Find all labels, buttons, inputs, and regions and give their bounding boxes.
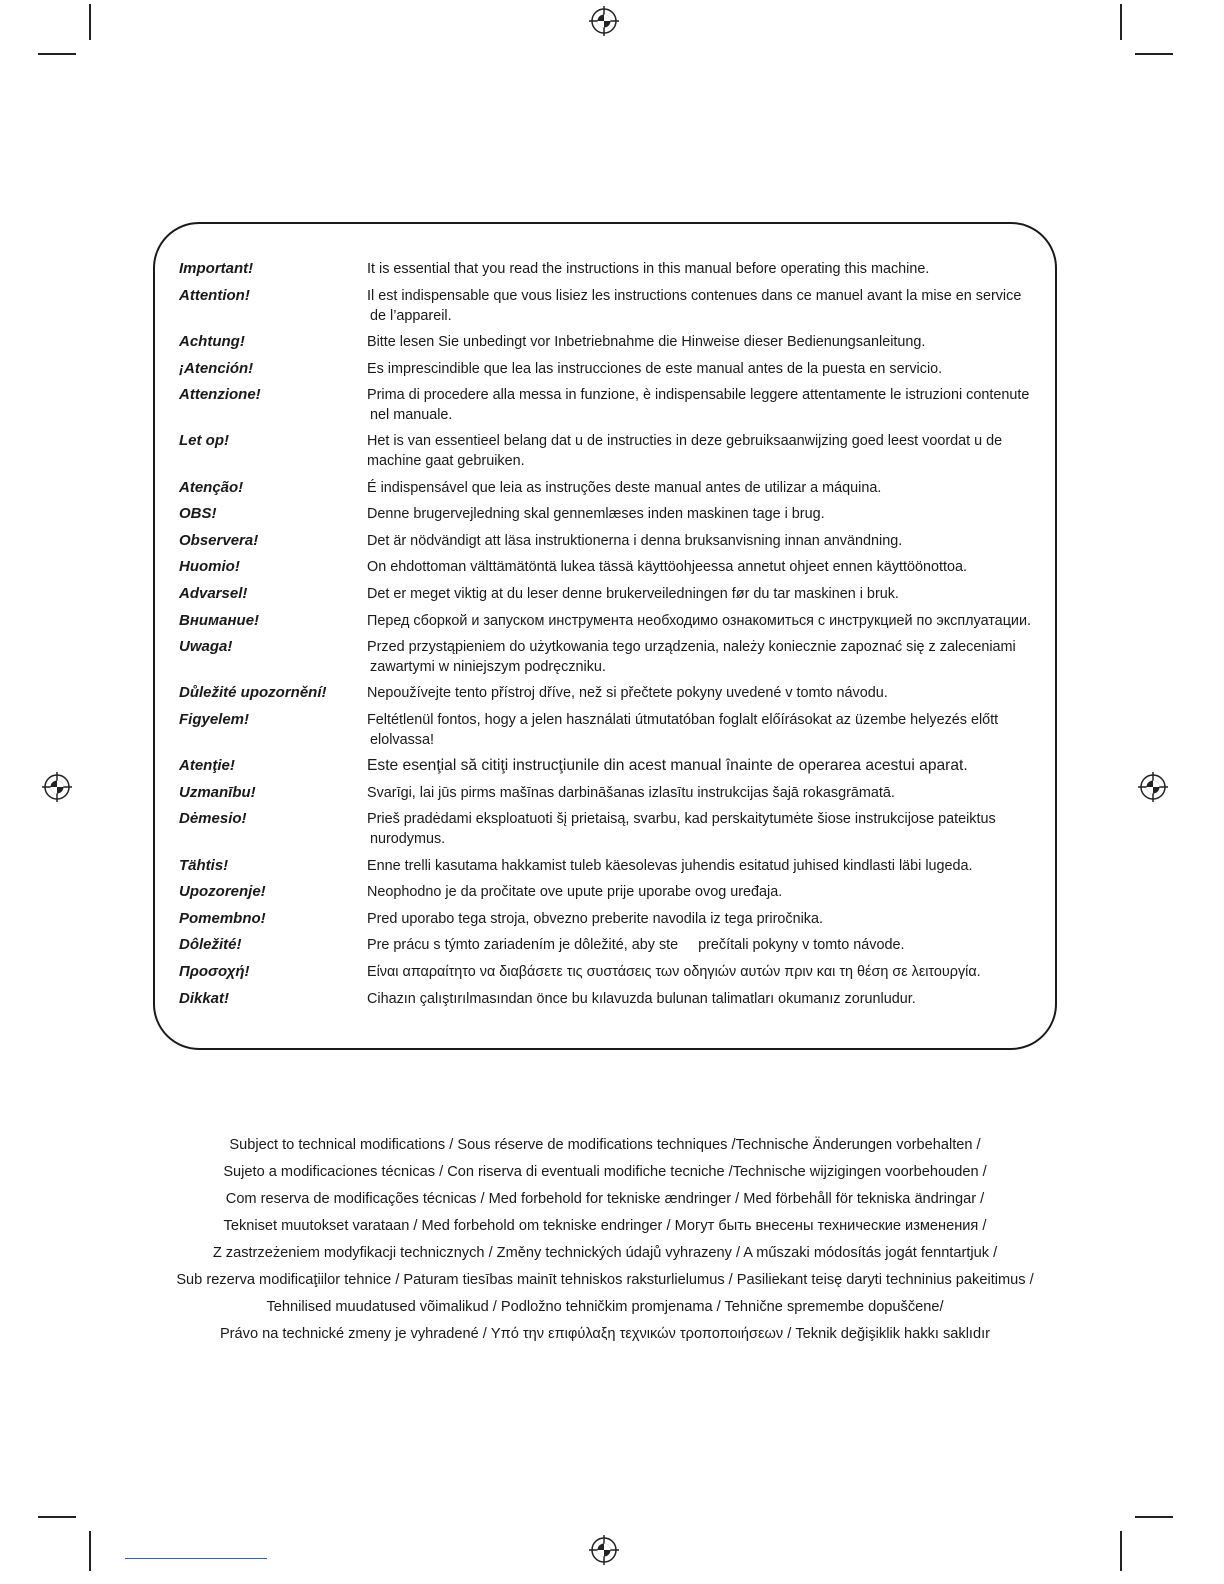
- warning-text-line: Svarīgi, lai jūs pirms mašīnas darbināšanas izlasītu instrukcijas šajā rokasgrāmatā.: [367, 785, 895, 801]
- warning-text: [367, 809, 1047, 849]
- warning-text-continuation: zawartymi w niniejszym podręczniku.: [370, 659, 606, 675]
- warning-label: Внимание!: [179, 612, 260, 629]
- warning-text-line: Cihazın çalıştırılmasından önce bu kılavuzda bulunan talimatları okumanız zorunludur.: [367, 991, 916, 1007]
- warning-label: Dikkat!: [179, 990, 230, 1007]
- warning-text-line: Es imprescindible que lea las instrucciones de este manual antes de la puesta en servicio.: [367, 361, 943, 377]
- warning-label: Προσοχή!: [179, 963, 250, 980]
- footer-line: Com reserva de modificações técnicas / Med forbehold for tekniske ændringer / Med förbehåll för tekniska ändringar /: [225, 1191, 985, 1207]
- warning-label: Upozorenje!: [179, 883, 266, 900]
- warning-text-line: Bitte lesen Sie unbedingt vor Inbetriebnahme die Hinweise dieser Bedienungsanleitung.: [367, 334, 926, 350]
- warning-text: [367, 989, 1047, 1009]
- warning-text: [367, 557, 1047, 577]
- warning-text: [367, 504, 1047, 524]
- warning-text-line: Il est indispensable que vous lisiez les instructions contenues dans ce manuel avant la mise en service: [367, 288, 1022, 304]
- warning-label: Uwaga!: [179, 638, 233, 655]
- warning-text-continuation: nurodymus.: [370, 831, 446, 847]
- warning-label: Uzmanību!: [179, 784, 256, 801]
- warning-label: Figyelem!: [179, 711, 250, 728]
- crop-mark-bottom-right-vertical: [1120, 1531, 1122, 1571]
- warning-text: [367, 882, 1047, 902]
- warning-label: Dôležité!: [179, 936, 242, 953]
- warning-text-line: Este esenţial să citiţi instrucţiunile din acest manual înainte de operarea acestui aparat.: [367, 757, 968, 774]
- warning-text: [367, 584, 1047, 604]
- footer-line: Právo na technické zmeny je vyhradené / Υπό την επιφύλαξη τεχνικών τροποποιήσεων / Teknik değişiklik hakkı saklıdır: [219, 1326, 991, 1342]
- crop-mark-bottom-left-horizontal: [38, 1516, 76, 1518]
- registration-mark-icon: [1137, 771, 1169, 803]
- warning-text-line: Het is van essentieel belang dat u de instructies in deze gebruiksaanwijzing goed leest voordat u de: [367, 433, 1003, 449]
- warning-label: Huomio!: [179, 558, 240, 575]
- warning-text: [367, 385, 1047, 425]
- warning-label: Attenzione!: [179, 386, 261, 403]
- warning-text-line: É indispensável que leia as instruções deste manual antes de utilizar a máquina.: [367, 480, 882, 496]
- warning-label: Důležité upozornění!: [179, 684, 327, 701]
- footer-line: Tehnilised muudatused võimalikud / Podložno tehničkim promjenama / Tehnične spremembe dopuščene/: [266, 1299, 944, 1315]
- warning-text: [367, 611, 1047, 631]
- warning-text-continuation: de l’appareil.: [370, 308, 452, 324]
- warning-text-line: Nepoužívejte tento přístroj dříve, než si přečtete pokyny uvedené v tomto návodu.: [367, 685, 888, 701]
- warning-text-line: On ehdottoman välttämätöntä lukea tässä käyttöohjeessa annetut ohjeet ennen käyttöönottoa.: [367, 559, 968, 575]
- warning-label: ¡Atención!: [179, 360, 254, 377]
- warning-text: [367, 286, 1047, 326]
- warning-text: [367, 359, 1047, 379]
- warning-text-line: Przed przystąpieniem do użytkowania tego urządzenia, należy koniecznie zapoznać się z zaleceniami: [367, 639, 1016, 655]
- warning-label: Important!: [179, 260, 254, 277]
- warning-text: [367, 710, 1047, 750]
- crop-mark-top-right-vertical: [1120, 4, 1122, 40]
- warning-text-line: Neophodno je da pročitate ove upute prije uporabe ovog uređaja.: [367, 884, 783, 900]
- underline-rule: [125, 1558, 267, 1559]
- crop-mark-top-left-horizontal: [38, 53, 76, 55]
- warning-text: [367, 935, 1047, 955]
- warning-label: Dėmesio!: [179, 810, 247, 827]
- warning-text: [367, 756, 1047, 776]
- crop-mark-bottom-right-horizontal: [1135, 1516, 1173, 1518]
- warning-text-line: Det er meget viktig at du leser denne brukerveiledningen før du tar maskinen i bruk.: [367, 586, 899, 602]
- warning-text-line: It is essential that you read the instructions in this manual before operating this machine.: [367, 261, 930, 277]
- crop-mark-top-right-horizontal: [1135, 53, 1173, 55]
- warning-text-continuation: elolvassa!: [370, 732, 434, 748]
- warning-text-line: Pre prácu s týmto zariadením je dôležité, aby ste prečítali pokyny v tomto návode.: [367, 937, 905, 953]
- footer-line: Z zastrzeżeniem modyfikacji technicznych / Změny technických údajů vyhrazeny / A műszaki módosítás jogát fenntartjuk /: [212, 1245, 998, 1261]
- warning-text: [367, 856, 1047, 876]
- warning-label: Tähtis!: [179, 857, 229, 874]
- crop-mark-bottom-left-vertical: [89, 1531, 91, 1571]
- warning-label: Atenţie!: [179, 757, 235, 774]
- warning-text: [367, 783, 1047, 803]
- crop-mark-top-left-vertical: [89, 4, 91, 40]
- technical-modifications-notice: [120, 1134, 1090, 1350]
- warning-label: OBS!: [179, 505, 217, 522]
- warning-label: Attention!: [179, 287, 250, 304]
- warning-text-line: Denne brugervejledning skal gennemlæses inden maskinen tage i brug.: [367, 506, 825, 522]
- warning-label: Achtung!: [179, 333, 245, 350]
- warning-text-line: Prima di procedere alla messa in funzione, è indispensabile leggere attentamente le istruzioni contenute: [367, 387, 1030, 403]
- warning-text: [367, 683, 1047, 703]
- warning-text: [367, 478, 1047, 498]
- registration-mark-icon: [41, 771, 73, 803]
- warning-text-line: Είναι απαραίτητο να διαβάσετε τις συστάσεις των οδηγιών αυτών πριν και τη θέση σε λειτουργία.: [367, 964, 981, 980]
- warning-text-line: Prieš pradėdami eksploatuoti šį prietaisą, svarbu, kad perskaitytumėte šiose instrukcijose pateiktus: [367, 811, 996, 827]
- warning-text-line: Enne trelli kasutama hakkamist tuleb käesolevas juhendis esitatud juhised kindlasti läbi lugeda.: [367, 858, 973, 874]
- registration-mark-icon: [588, 1534, 620, 1566]
- warning-text-continuation: nel manuale.: [370, 407, 453, 423]
- warning-text-line: Pred uporabo tega stroja, obvezno preberite navodila iz tega priročnika.: [367, 911, 823, 927]
- warning-text: [367, 431, 1047, 471]
- warning-label: Pomembno!: [179, 910, 266, 927]
- footer-line: Tekniset muutokset varataan / Med forbehold om tekniske endringer / Могут быть внесены технические изменения /: [223, 1218, 987, 1234]
- warning-text-line: Feltétlenül fontos, hogy a jelen használati útmutatóban foglalt előírásokat az üzembe helyezés előtt: [367, 712, 999, 728]
- warning-label: Let op!: [179, 432, 229, 449]
- warning-text: [367, 531, 1047, 551]
- footer-line: Subject to technical modifications / Sous réserve de modifications techniques /Technische Änderungen vorbehalten /: [229, 1137, 981, 1153]
- warning-label: Advarsel!: [179, 585, 248, 602]
- warning-label: Observera!: [179, 532, 259, 549]
- warning-text: [367, 962, 1047, 982]
- warning-text: [367, 637, 1047, 677]
- warning-text: [367, 259, 1047, 279]
- warning-text-line: Перед сборкой и запуском инструмента необходимо ознакомиться с инструкцией по эксплуатации.: [367, 613, 1032, 629]
- warning-text-line: Det är nödvändigt att läsa instruktionerna i denna bruksanvisning innan användning.: [367, 533, 903, 549]
- warning-text: [367, 909, 1047, 929]
- warning-text: [367, 332, 1047, 352]
- warning-label: Atenção!: [179, 479, 244, 496]
- warning-text-continuation: machine gaat gebruiken.: [367, 453, 525, 469]
- registration-mark-icon: [588, 5, 620, 37]
- warning-notice-box: [153, 222, 1057, 1050]
- footer-line: Sujeto a modificaciones técnicas / Con riserva di eventuali modifiche tecniche /Technische wijzigingen voorbehouden /: [223, 1164, 987, 1180]
- footer-line: Sub rezerva modificaţiilor tehnice / Paturam tiesības mainīt tehniskos raksturlielumus / Pasiliekant teisę daryti techninius pakeitimus /: [176, 1272, 1034, 1288]
